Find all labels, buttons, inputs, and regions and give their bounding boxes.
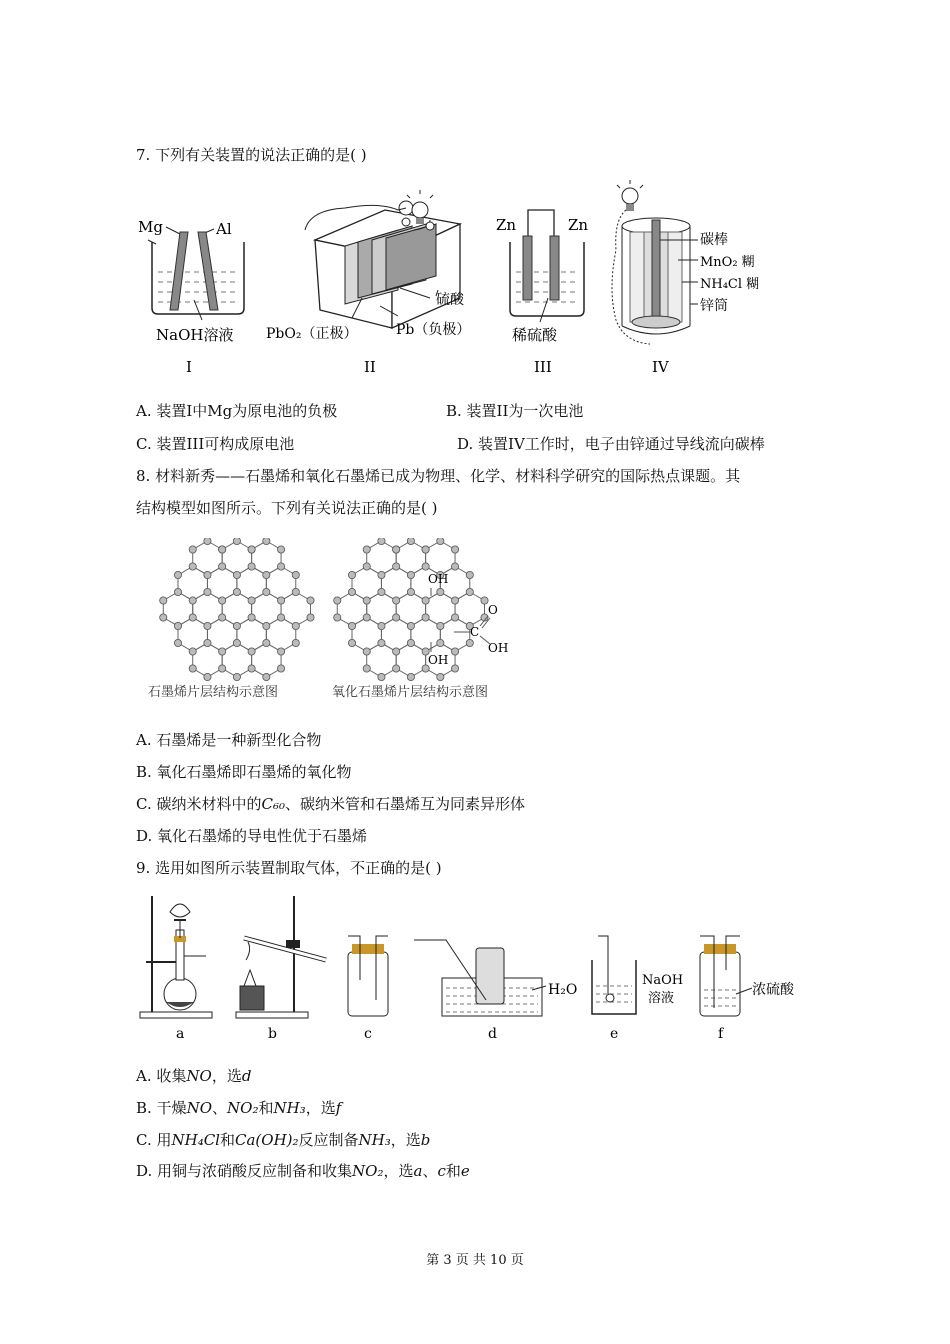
carbon-atom	[189, 546, 196, 553]
carbon-atom	[219, 614, 226, 621]
mno2-label: MnO₂ 糊	[700, 255, 755, 270]
carbon-atom	[160, 597, 167, 604]
apparatus-c	[348, 936, 388, 1042]
carbon-atom	[422, 563, 429, 570]
question-9-stem: 9. 选用如图所示装置制取气体，不正确的是( )	[136, 859, 442, 877]
carbon-atom	[422, 597, 429, 604]
carbon-atom	[466, 571, 473, 578]
carbon-atom	[451, 546, 458, 553]
hexagon-ring	[178, 567, 207, 601]
hexagon-ring	[426, 541, 455, 575]
carbon-atom	[407, 673, 414, 680]
q8-option-d[interactable]: D. 氧化石墨烯的导电性优于石墨烯	[136, 827, 368, 845]
oh-bottom-label: OH	[428, 653, 449, 667]
roman-II: II	[364, 358, 376, 376]
hexagon-ring	[222, 541, 251, 575]
hexagon-ring	[266, 567, 295, 601]
carbon-atom	[277, 648, 284, 655]
q9-option-c[interactable]	[136, 1129, 430, 1150]
hexagon-ring	[381, 618, 410, 652]
carbon-atom	[292, 571, 299, 578]
sulfuric-acid-label: 硫酸	[436, 292, 464, 308]
hexagon-ring	[163, 592, 192, 626]
hexagon-ring	[455, 592, 484, 626]
carbon-atom	[263, 571, 270, 578]
q7-option-a[interactable]: A. 装置I中Mg为原电池的负极	[136, 402, 338, 420]
q9-c-pre: C. 用	[136, 1131, 172, 1149]
carbon-atom	[204, 622, 211, 629]
carbon-atom	[160, 614, 167, 621]
carbon-atom	[174, 588, 181, 595]
carbon-atom	[334, 597, 341, 604]
carbon-atom	[233, 538, 240, 545]
hexagon-ring	[337, 592, 366, 626]
q9-d-m2: a	[413, 1162, 423, 1180]
q9-b-m4: f	[335, 1099, 342, 1117]
carbon-atom	[233, 673, 240, 680]
carbon-atom	[174, 639, 181, 646]
q9-c-m4: b	[420, 1131, 431, 1149]
q9-b-pre: B. 干燥	[136, 1099, 187, 1117]
hexagon-ring	[367, 541, 396, 575]
hexagon-ring	[367, 592, 396, 626]
carbon-atom	[204, 673, 211, 680]
graphene-lattice	[160, 538, 314, 681]
q9-c-s1: 和	[219, 1131, 235, 1149]
carbon-atom	[451, 665, 458, 672]
nh4cl-label: NH₄Cl 糊	[700, 277, 760, 292]
device-II	[266, 190, 470, 376]
q8-option-c[interactable]	[136, 793, 525, 814]
q9-b-m3: NH₃	[273, 1099, 306, 1117]
q7-option-d[interactable]: D. 装置IV工作时，电子由锌通过导线流向碳棒	[457, 435, 765, 453]
q8-c-post: 、碳纳米管和石墨烯互为同素异形体	[285, 795, 526, 813]
carbon-atom	[363, 563, 370, 570]
hexagon-ring	[352, 567, 381, 601]
label-f: f	[718, 1026, 724, 1042]
carbon-atom	[248, 563, 255, 570]
carbon-atom	[378, 673, 385, 680]
question-7-stem: 7. 下列有关装置的说法正确的是( )	[136, 146, 367, 164]
carbon-atom	[407, 622, 414, 629]
q9-figure	[136, 890, 836, 1048]
carbon-atom	[334, 614, 341, 621]
carbon-atom	[189, 597, 196, 604]
q9-d-s3: 和	[445, 1162, 461, 1180]
q7-figure	[130, 180, 790, 380]
carbon-atom	[451, 563, 458, 570]
q9-b-m1: NO	[186, 1099, 212, 1117]
carbon-atom	[277, 546, 284, 553]
carbon-atom	[466, 639, 473, 646]
apparatus-a	[140, 896, 212, 1042]
carbon-atom	[348, 571, 355, 578]
carbon-atom	[451, 597, 458, 604]
carbon-atom	[189, 648, 196, 655]
q9-d-m3: c	[437, 1162, 446, 1180]
carbon-atom	[363, 614, 370, 621]
carbon-rod-label: 碳棒	[700, 232, 728, 248]
h2o-label: H₂O	[548, 982, 578, 998]
carbon-atom	[248, 546, 255, 553]
carbon-atom	[263, 588, 270, 595]
hexagon-ring	[237, 567, 266, 601]
carbon-atom	[189, 665, 196, 672]
label-e: e	[610, 1026, 619, 1042]
device-III	[496, 210, 588, 376]
carbon-atom	[407, 571, 414, 578]
question-8-stem-line2: 结构模型如图所示。下列有关说法正确的是( )	[136, 499, 438, 517]
carbon-atom	[393, 665, 400, 672]
hexagon-ring	[367, 643, 396, 677]
hexagon-ring	[252, 643, 281, 677]
q9-a-pre: A. 收集	[136, 1067, 187, 1085]
mg-label: Mg	[138, 218, 163, 236]
carbon-atom	[348, 588, 355, 595]
carbon-atom	[204, 571, 211, 578]
carbon-atom	[219, 648, 226, 655]
carbon-atom	[378, 622, 385, 629]
carbon-atom	[233, 571, 240, 578]
carbon-atom	[393, 546, 400, 553]
carbon-atom	[422, 614, 429, 621]
carbon-atom	[378, 639, 385, 646]
carbon-atom	[219, 597, 226, 604]
carbon-atom	[248, 665, 255, 672]
hexagon-ring	[352, 618, 381, 652]
pb-label: Pb（负极）	[396, 322, 471, 338]
oh-top-label: OH	[428, 572, 449, 586]
carbon-atom	[393, 614, 400, 621]
carbon-atom	[451, 614, 458, 621]
carbon-atom	[422, 546, 429, 553]
q8-option-a[interactable]: A. 石墨烯是一种新型化合物	[136, 731, 322, 749]
carbon-atom	[407, 639, 414, 646]
q9-d-s1: ，选	[383, 1162, 414, 1180]
label-c: c	[364, 1026, 372, 1042]
hexagon-ring	[396, 643, 425, 677]
zinc-can-label: 锌筒	[700, 298, 728, 314]
q9-c-s2: 反应制备	[298, 1131, 359, 1149]
q8-option-b[interactable]: B. 氧化石墨烯即石墨烯的氧化物	[136, 763, 352, 781]
q9-option-a[interactable]	[136, 1065, 251, 1086]
carbon-atom	[393, 597, 400, 604]
device-IV	[612, 180, 759, 376]
carbon-atom	[292, 588, 299, 595]
carbon-atom	[363, 597, 370, 604]
carbon-atom	[233, 639, 240, 646]
carbon-atom	[189, 563, 196, 570]
carbon-atom	[233, 622, 240, 629]
carbon-atom	[466, 588, 473, 595]
carbon-atom	[189, 614, 196, 621]
roman-III: III	[534, 358, 552, 376]
carbon-atom	[378, 538, 385, 545]
hexagon-ring	[411, 618, 440, 652]
carbon-atom	[219, 665, 226, 672]
pbo2-label: PbO₂（正极）	[266, 326, 358, 342]
q9-b-m2: NO₂	[227, 1099, 259, 1117]
q9-d-m4: e	[460, 1162, 470, 1180]
carbon-atom	[363, 665, 370, 672]
carboxyl-oh-label: OH	[488, 641, 509, 655]
carbon-atom	[248, 614, 255, 621]
carbon-atom	[204, 538, 211, 545]
hexagon-ring	[252, 541, 281, 575]
apparatus-b	[236, 896, 326, 1042]
carbon-atom	[393, 563, 400, 570]
hexagon-ring	[193, 643, 222, 677]
carboxyl-c-label: C	[470, 625, 480, 639]
carbon-atom	[437, 639, 444, 646]
carbon-atom	[219, 546, 226, 553]
hexagon-ring	[222, 643, 251, 677]
dilute-acid-label: 稀硫酸	[512, 326, 558, 344]
carbon-atom	[263, 673, 270, 680]
carbon-atom	[437, 588, 444, 595]
hexagon-ring	[440, 618, 469, 652]
q9-a-m2: d	[241, 1067, 252, 1085]
carbon-atom	[174, 622, 181, 629]
carbon-atom	[437, 538, 444, 545]
roman-I: I	[186, 358, 192, 376]
hexagon-ring	[193, 592, 222, 626]
al-label: Al	[216, 220, 232, 238]
carbon-atom	[393, 648, 400, 655]
q9-a-mid: ，选	[211, 1067, 242, 1085]
q9-option-d[interactable]	[136, 1160, 470, 1181]
graphene-caption: 石墨烯片层结构示意图	[148, 685, 279, 700]
carbon-atom	[348, 622, 355, 629]
q9-d-pre: D. 用铜与浓硝酸反应制备和收集	[136, 1162, 353, 1180]
hexagon-ring	[426, 592, 455, 626]
carbon-atom	[307, 614, 314, 621]
conc-sulfuric-label: 浓硫酸	[752, 982, 794, 998]
carbon-atom	[407, 588, 414, 595]
hexagon-ring	[281, 592, 310, 626]
zn-right-label: Zn	[568, 216, 589, 234]
hexagon-ring	[237, 618, 266, 652]
naoh-solution-label: NaOH溶液	[156, 326, 234, 344]
q9-a-m1: NO	[186, 1067, 212, 1085]
hexagon-ring	[207, 618, 236, 652]
carbon-atom	[263, 538, 270, 545]
q9-c-m3: NH₃	[358, 1131, 391, 1149]
zn-left-label: Zn	[496, 216, 517, 234]
carbon-atom	[292, 622, 299, 629]
carbon-atom	[277, 665, 284, 672]
label-d: d	[488, 1026, 497, 1042]
carbon-atom	[277, 614, 284, 621]
carbon-atom	[307, 597, 314, 604]
hexagon-ring	[396, 592, 425, 626]
apparatus-d	[414, 940, 577, 1042]
q9-option-b[interactable]	[136, 1097, 341, 1118]
label-a: a	[176, 1026, 185, 1042]
hexagon-ring	[178, 618, 207, 652]
q9-c-m2: Ca(OH)₂	[235, 1131, 299, 1149]
carbon-atom	[348, 639, 355, 646]
q9-c-m1: NH₄Cl	[171, 1131, 220, 1149]
carbon-atom	[248, 648, 255, 655]
hexagon-ring	[222, 592, 251, 626]
graphene-oxide-caption: 氧化石墨烯片层结构示意图	[332, 685, 489, 700]
hexagon-ring	[193, 541, 222, 575]
hexagon-ring	[266, 618, 295, 652]
carbon-atom	[437, 622, 444, 629]
carbon-atom	[277, 563, 284, 570]
q8-figure	[140, 538, 520, 708]
naoh-label-line2: 溶液	[648, 991, 675, 1006]
carbon-atom	[248, 597, 255, 604]
q9-d-s2: 、	[422, 1162, 438, 1180]
q8-c-pre: C. 碳纳米材料中的	[136, 795, 262, 813]
carbon-atom	[204, 639, 211, 646]
carbon-atom	[277, 597, 284, 604]
device-I	[138, 218, 244, 376]
carbon-atom	[204, 588, 211, 595]
roman-IV: IV	[652, 358, 669, 376]
apparatus-f	[700, 936, 795, 1042]
carbon-atom	[378, 588, 385, 595]
page-footer: 第 3 页 共 10 页	[426, 1253, 524, 1268]
graphene-oxide-lattice	[334, 538, 488, 681]
q9-d-m1: NO₂	[352, 1162, 384, 1180]
q9-c-s3: ，选	[390, 1131, 421, 1149]
q9-b-s1: 、	[212, 1099, 228, 1117]
carbon-atom	[378, 571, 385, 578]
q9-b-s2: 和	[258, 1099, 274, 1117]
carbon-atom	[263, 622, 270, 629]
label-b: b	[268, 1026, 277, 1042]
q8-c-math: C₆₀	[261, 795, 285, 813]
q7-option-c[interactable]: C. 装置III可构成原电池	[136, 435, 295, 453]
carbon-atom	[263, 639, 270, 646]
carbon-atom	[292, 639, 299, 646]
hexagon-ring	[207, 567, 236, 601]
carbon-atom	[363, 648, 370, 655]
hexagon-ring	[381, 567, 410, 601]
question-8-stem-line1: 8. 材料新秀——石墨烯和氧化石墨烯已成为物理、化学、材料科学研究的国际热点课题。其	[136, 467, 741, 485]
carbon-atom	[451, 648, 458, 655]
carbon-atom	[437, 673, 444, 680]
hexagon-ring	[252, 592, 281, 626]
carbon-atom	[174, 571, 181, 578]
carboxyl-o-label: O	[488, 603, 498, 617]
carbon-atom	[407, 538, 414, 545]
naoh-label-line1: NaOH	[642, 973, 684, 988]
q9-b-s3: ，选	[305, 1099, 336, 1117]
hexagon-ring	[396, 541, 425, 575]
carbon-atom	[233, 588, 240, 595]
carbon-atom	[219, 563, 226, 570]
apparatus-e	[592, 936, 683, 1042]
q7-option-b[interactable]: B. 装置II为一次电池	[446, 402, 584, 420]
carbon-atom	[363, 546, 370, 553]
